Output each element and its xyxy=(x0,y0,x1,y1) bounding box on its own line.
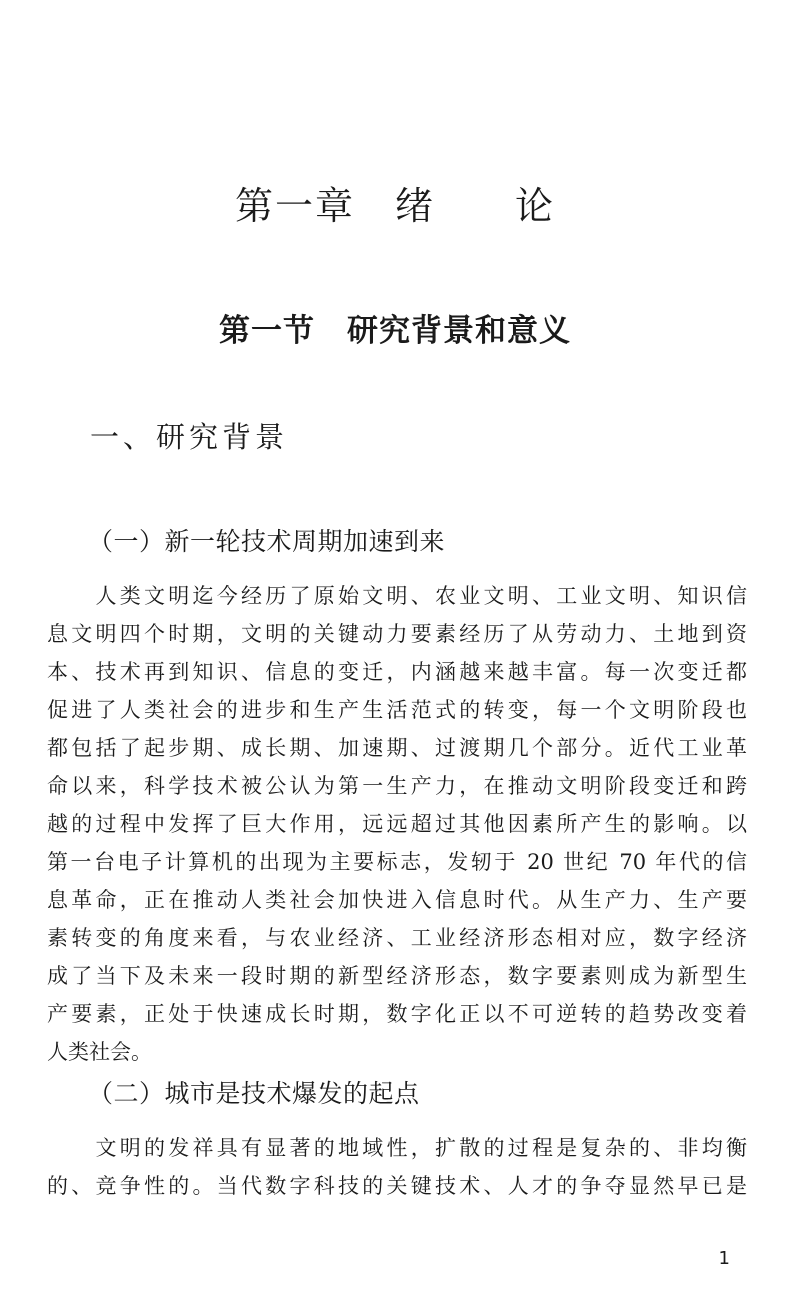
paragraph-1 xyxy=(47,577,747,1071)
sub-heading-2: （二）城市是技术爆发的起点 xyxy=(88,1079,420,1108)
text-line: 息文明四个时期，文明的关键动力要素经历了从劳动力、土地到资 xyxy=(47,622,747,646)
text-line: 本、技术再到知识、信息的变迁，内涵越来越丰富。每一次变迁都 xyxy=(47,660,747,684)
paragraph-2 xyxy=(47,1129,747,1205)
text-line: 成了当下及未来一段时期的新型经济形态，数字要素则成为新型生 xyxy=(47,964,747,988)
page-number: 1 xyxy=(718,1248,730,1269)
text-line: 人类社会。 xyxy=(47,1040,152,1064)
text-line: 越的过程中发挥了巨大作用，远远超过其他因素所产生的影响。以 xyxy=(47,812,747,836)
text-line: 促进了人类社会的进步和生产生活范式的转变，每一个文明阶段也 xyxy=(47,698,747,722)
text-line: 命以来，科学技术被公认为第一生产力，在推动文明阶段变迁和跨 xyxy=(47,774,747,798)
text-line: 产要素，正处于快速成长时期，数字化正以不可逆转的趋势改变着 xyxy=(47,1002,747,1026)
sub-heading-1: （一）新一轮技术周期加速到来 xyxy=(88,527,446,556)
text-line: 都包括了起步期、成长期、加速期、过渡期几个部分。近代工业革 xyxy=(47,736,747,760)
section-title: 第一节 研究背景和意义 xyxy=(219,313,571,349)
text-line: 息革命，正在推动人类社会加快进入信息时代。从生产力、生产要 xyxy=(47,888,747,912)
text-line: 素转变的角度来看，与农业经济、工业经济形态相对应，数字经济 xyxy=(47,926,747,950)
text-line: 文明的发祥具有显著的地域性，扩散的过程是复杂的、非均衡 xyxy=(47,1136,747,1160)
text-line: 人类文明迄今经历了原始文明、农业文明、工业文明、知识信 xyxy=(47,584,747,608)
text-line: 第一台电子计算机的出现为主要标志，发轫于 20 世纪 70 年代的信 xyxy=(47,850,747,874)
text-line: 的、竞争性的。当代数字科技的关键技术、人才的争夺显然早已是 xyxy=(47,1174,747,1198)
subsection-title: 一、研究背景 xyxy=(90,420,289,454)
chapter-title: 第一章 绪 论 xyxy=(234,184,555,228)
